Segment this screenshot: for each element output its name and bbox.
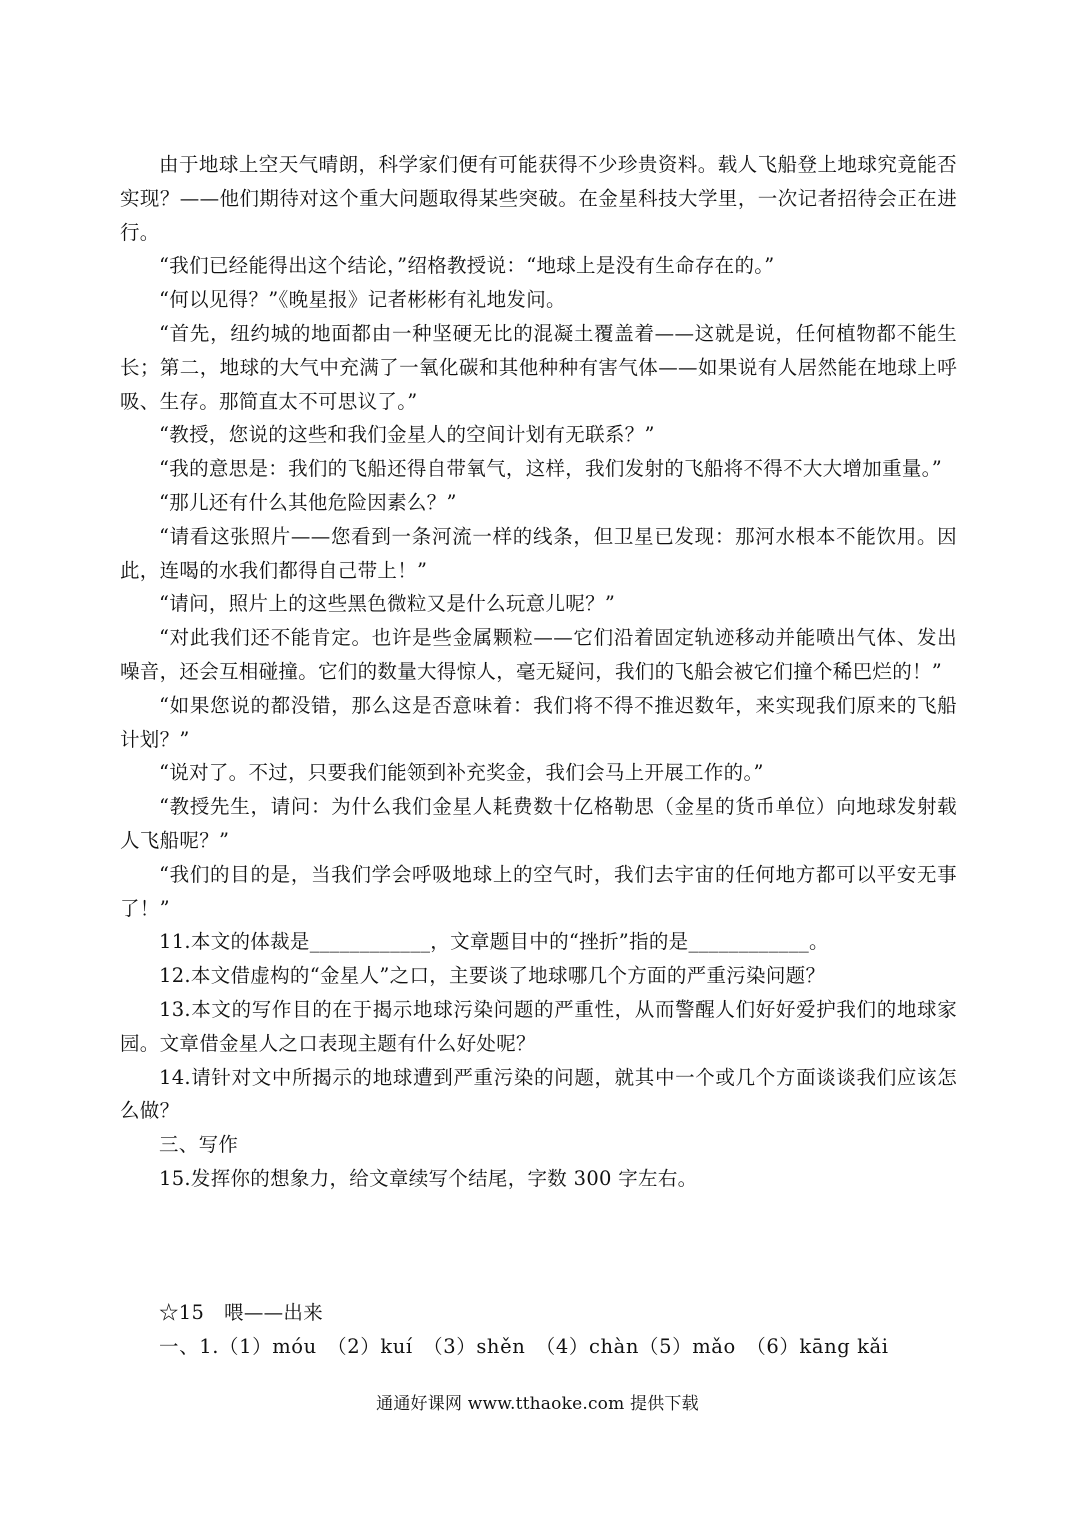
story-text	[120, 148, 957, 925]
paragraph: “我们已经能得出这个结论，”绍格教授说：“地球上是没有生命存在的。”	[159, 254, 775, 278]
paragraph: “我们的目的是，当我们学会呼吸地球上的空气时，我们去宇宙的任何地方都可以平安无事了！”	[120, 862, 957, 920]
writing-section	[120, 1128, 957, 1196]
paragraph: “何以见得？”《晚星报》记者彬彬有礼地发问。	[159, 288, 566, 312]
page-footer: 通通好课网 www.tthaoke.com 提供下载	[376, 1394, 699, 1414]
question-list	[120, 925, 957, 1128]
paragraph: “那儿还有什么其他危险因素么？”	[159, 490, 457, 514]
answer-section	[120, 1296, 957, 1364]
paragraph: “我的意思是：我们的飞船还得自带氧气，这样，我们发射的飞船将不得不大大增加重量。”	[159, 457, 942, 481]
paragraph: “请看这张照片——您看到一条河流一样的线条，但卫星已发现：那河水根本不能饮用。因此，连喝的水我们都得自己带上！”	[120, 524, 957, 582]
answer-line: 一、1.（1）móu （2）kuí （3）shěn （4）chàn（5）mǎo （6）kāng kǎi	[159, 1334, 889, 1358]
paragraph: “首先，纽约城的地面都由一种坚硬无比的混凝土覆盖着——这就是说，任何植物都不能生长；第二，地球的大气中充满了一氧化碳和其他种种有害气体——如果说有人居然能在地球上呼吸、生存。那简直太不可思议了。”	[120, 321, 957, 413]
paragraph: 由于地球上空天气晴朗，科学家们便有可能获得不少珍贵资料。载人飞船登上地球究竟能否实现？——他们期待对这个重大问题取得某些突破。在金星科技大学里，一次记者招待会正在进行。	[120, 153, 957, 244]
paragraph: “请问，照片上的这些黑色微粒又是什么玩意儿呢？”	[159, 592, 616, 616]
question-11: 11.本文的体裁是____________，文章题目中的“挫折”指的是____________。	[159, 930, 829, 954]
question-15: 15.发挥你的想象力，给文章续写个结尾，字数 300 字左右。	[159, 1166, 698, 1190]
paragraph: “说对了。不过，只要我们能领到补充奖金，我们会马上开展工作的。”	[159, 761, 764, 785]
paragraph: “教授，您说的这些和我们金星人的空间计划有无联系？”	[159, 423, 655, 447]
paragraph: “如果您说的都没错，那么这是否意味着：我们将不得不推迟数年，来实现我们原来的飞船计划？”	[120, 693, 957, 751]
question-14: 14.请针对文中所揭示的地球遭到严重污染的问题，就其中一个或几个方面谈谈我们应该怎么做？	[120, 1065, 957, 1123]
section-title: 三、写作	[159, 1133, 239, 1157]
question-12: 12.本文借虚构的“金星人”之口，主要谈了地球哪几个方面的严重污染问题？	[159, 964, 826, 988]
paragraph: “教授先生，请问：为什么我们金星人耗费数十亿格勒思（金星的货币单位）向地球发射载人飞船呢？”	[120, 795, 957, 852]
spacer	[120, 1196, 957, 1296]
question-13: 13.本文的写作目的在于揭示地球污染问题的严重性，从而警醒人们好好爱护我们的地球家园。文章借金星人之口表现主题有什么好处呢？	[120, 997, 957, 1055]
paragraph: “对此我们还不能肯定。也许是些金属颗粒——它们沿着固定轨迹移动并能喷出气体、发出噪音，还会互相碰撞。它们的数量大得惊人，毫无疑问，我们的飞船会被它们撞个稀巴烂的！”	[120, 626, 957, 683]
answer-heading: ☆15 喂——出来	[159, 1300, 324, 1324]
